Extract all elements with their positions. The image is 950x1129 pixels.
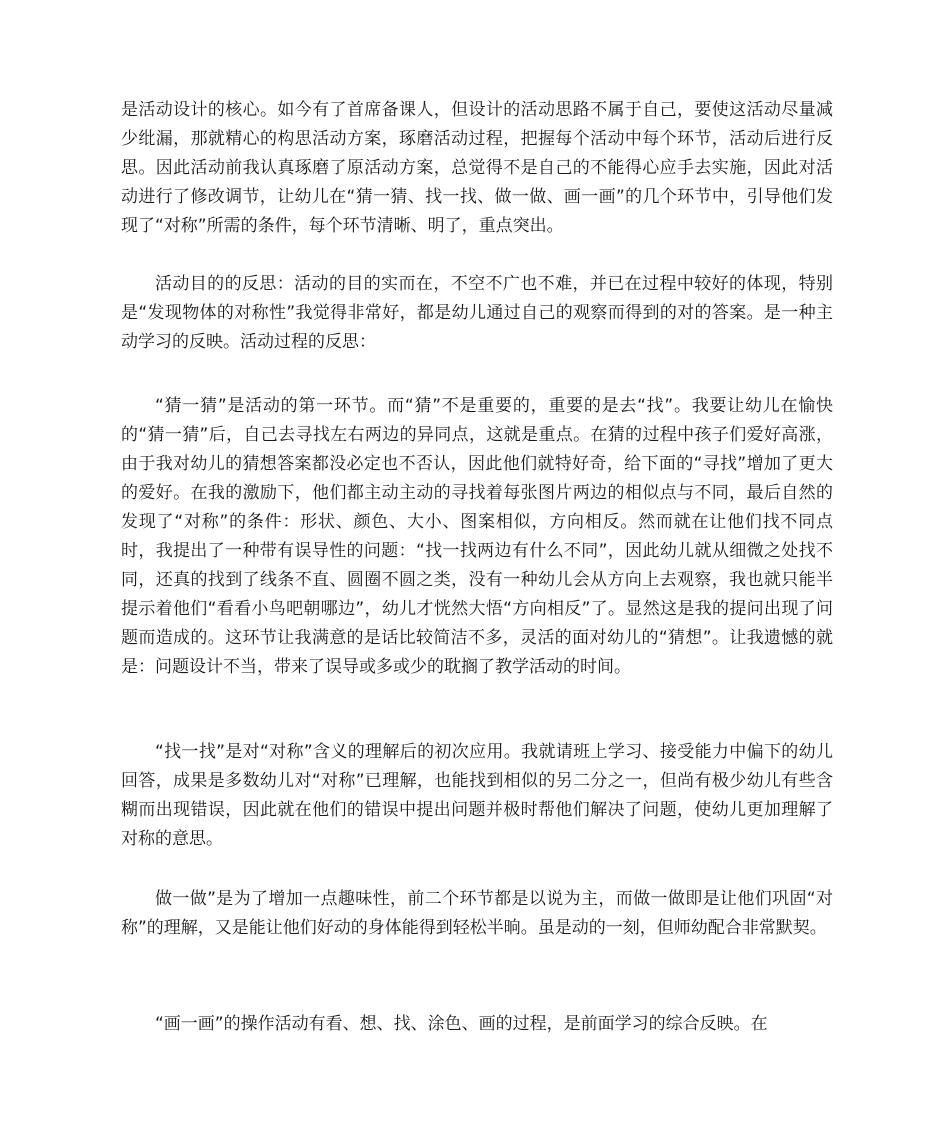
paragraph-find-section: “找一找”是对“对称”含义的理解后的初次应用。我就请班上学习、接受能力中偏下的幼儿回答，成果是多数幼儿对“对称”已理解，也能找到相似的另二分之一，但尚有极少幼儿有些含糊而出现错误，因此就在他们的错误中提出问题并极时帮他们解决了问题，使幼儿更加理解了对称的意思。 [121, 742, 833, 849]
paragraph-goal-reflection: 活动目的的反思：活动的目的实而在，不空不广也不难，并已在过程中较好的体现，特别是“发现物体的对称性”我觉得非常好，都是幼儿通过自己的观察而得到的对的答案。是一种主动学习的反映。活动过程的反思： [121, 274, 833, 352]
paragraph-design-core: 是活动设计的核心。如今有了首席备课人，但设计的活动思路不属于自己，要使这活动尽量减少纰漏，那就精心的构思活动方案，琢磨活动过程，把握每个活动中每个环节，活动后进行反思。因此活动前我认真琢磨了原活动方案，总觉得不是自己的不能得心应手去实施，因此对活动进行了修改调节，让幼儿在“猜一猜、找一找、做一做、画一画”的几个环节中，引导他们发现了“对称”所需的条件，每个环节清晰、明了，重点突出。 [121, 100, 833, 236]
paragraph-draw-section: “画一画”的操作活动有看、想、找、涂色、画的过程，是前面学习的综合反映。在 [155, 1014, 768, 1034]
paragraph-do-section: 做一做”是为了增加一点趣味性，前二个环节都是以说为主，而做一做即是让他们巩固“对称”的理解，又是能让他们好动的身体能得到轻松半晌。虽是动的一刻，但师幼配合非常默契。 [121, 889, 833, 938]
paragraph-guess-section: “猜一猜”是活动的第一环节。而“猜”不是重要的，重要的是去“找”。我要让幼儿在愉快的“猜一猜”后，自己去寻找左右两边的异同点，这就是重点。在猜的过程中孩子们爱好高涨，由于我对幼儿的猜想答案都没必定也不否认，因此他们就特好奇，给下面的“寻找”增加了更大的爱好。在我的激励下，他们都主动主动的寻找着每张图片两边的相似点与不同，最后自然的发现了“对称”的条件：形状、颜色、大小、图案相似，方向相反。然而就在让他们找不同点时，我提出了一种带有误导性的问题：“找一找两边有什么不同”，因此幼儿就从细微之处找不同，还真的找到了线条不直、圆圈不圆之类，没有一种幼儿会从方向上去观察，我也就只能半提示着他们“看看小鸟吧朝哪边”，幼儿才恍然大悟“方向相反”了。显然这是我的提问出现了问题而造成的。这环节让我满意的是话比较简洁不多，灵活的面对幼儿的“猜想”。让我遗憾的就是：问题设计不当，带来了误导或多或少的耽搁了教学活动的时间。 [121, 396, 833, 677]
